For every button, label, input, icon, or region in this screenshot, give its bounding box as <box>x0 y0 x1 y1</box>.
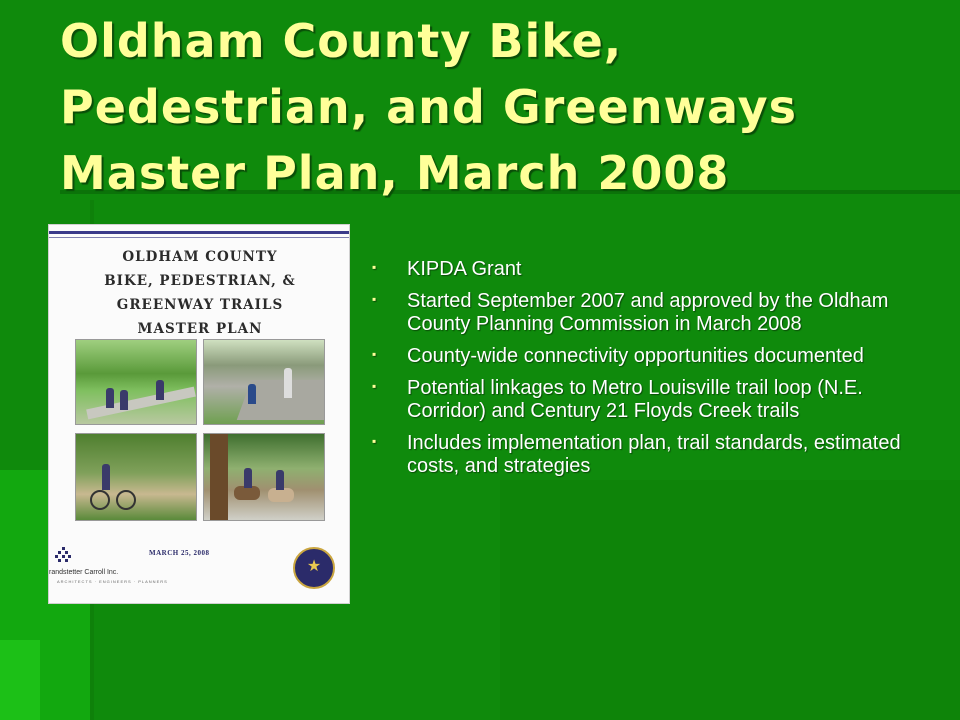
person-figure <box>106 388 114 408</box>
slide-title-line: Pedestrian, and Greenways <box>60 80 797 134</box>
bike-wheel <box>116 490 136 510</box>
cover-title <box>59 245 341 341</box>
county-seal-icon <box>293 547 335 589</box>
firm-name: randstetter Carroll Inc. <box>49 569 119 576</box>
cover-title-line: MASTER PLAN <box>137 321 263 337</box>
square-bullet-icon: ▪ <box>372 260 377 274</box>
cover-title-line: OLDHAM COUNTY <box>122 249 278 265</box>
trail-photo-skaters <box>203 339 325 425</box>
horse-figure <box>268 488 294 502</box>
person-figure <box>248 384 256 404</box>
horse-figure <box>234 486 260 500</box>
background-band <box>500 480 960 720</box>
trail-photo-horses <box>203 433 325 521</box>
bullet-item <box>370 258 930 281</box>
seal-star-icon: ★ <box>306 558 322 575</box>
cover-title-line: BIKE, PEDESTRIAN, & <box>104 273 296 289</box>
bullet-text: Potential linkages to Metro Louisville trail loop (N.E. Corridor) and Century 21 Floyds Creek trails <box>407 377 863 422</box>
trail-photo-walkers <box>75 339 197 425</box>
square-bullet-icon: ▪ <box>372 292 377 306</box>
bullet-item <box>370 290 930 336</box>
firm-subtitle: ARCHITECTS · ENGINEERS · PLANNERS <box>57 579 168 584</box>
background-band <box>0 640 40 720</box>
firm-logo-icon <box>55 547 71 563</box>
trail-path <box>86 387 196 420</box>
master-plan-cover-image <box>48 224 350 604</box>
cover-date: MARCH 25, 2008 <box>149 549 210 557</box>
rider-figure <box>244 468 252 488</box>
square-bullet-icon: ▪ <box>372 434 377 448</box>
person-figure <box>120 390 128 410</box>
person-figure <box>156 380 164 400</box>
cover-title-line: GREENWAY TRAILS <box>116 297 284 313</box>
bike-wheel <box>90 490 110 510</box>
cover-rule <box>49 237 349 238</box>
slide-title-line: Oldham County Bike, <box>60 14 623 68</box>
slide-title <box>60 8 920 206</box>
bullet-text: Started September 2007 and approved by the Oldham County Planning Commission in March 2008 <box>407 290 889 335</box>
bullet-text: County-wide connectivity opportunities documented <box>407 345 864 367</box>
bullet-item <box>370 432 930 478</box>
trail-photo-cyclists <box>75 433 197 521</box>
bullet-list <box>370 258 930 487</box>
bullet-item <box>370 345 930 368</box>
rider-figure <box>276 470 284 490</box>
cover-rule <box>49 231 349 234</box>
square-bullet-icon: ▪ <box>372 379 377 393</box>
person-figure <box>284 368 292 398</box>
bullet-text: KIPDA Grant <box>407 258 522 280</box>
bullet-text: Includes implementation plan, trail standards, estimated costs, and strategies <box>407 432 901 477</box>
square-bullet-icon: ▪ <box>372 347 377 361</box>
slide-title-line: Master Plan, March 2008 <box>60 146 730 200</box>
cyclist-figure <box>102 464 110 490</box>
tree-trunk <box>210 434 228 521</box>
bullet-item <box>370 377 930 423</box>
